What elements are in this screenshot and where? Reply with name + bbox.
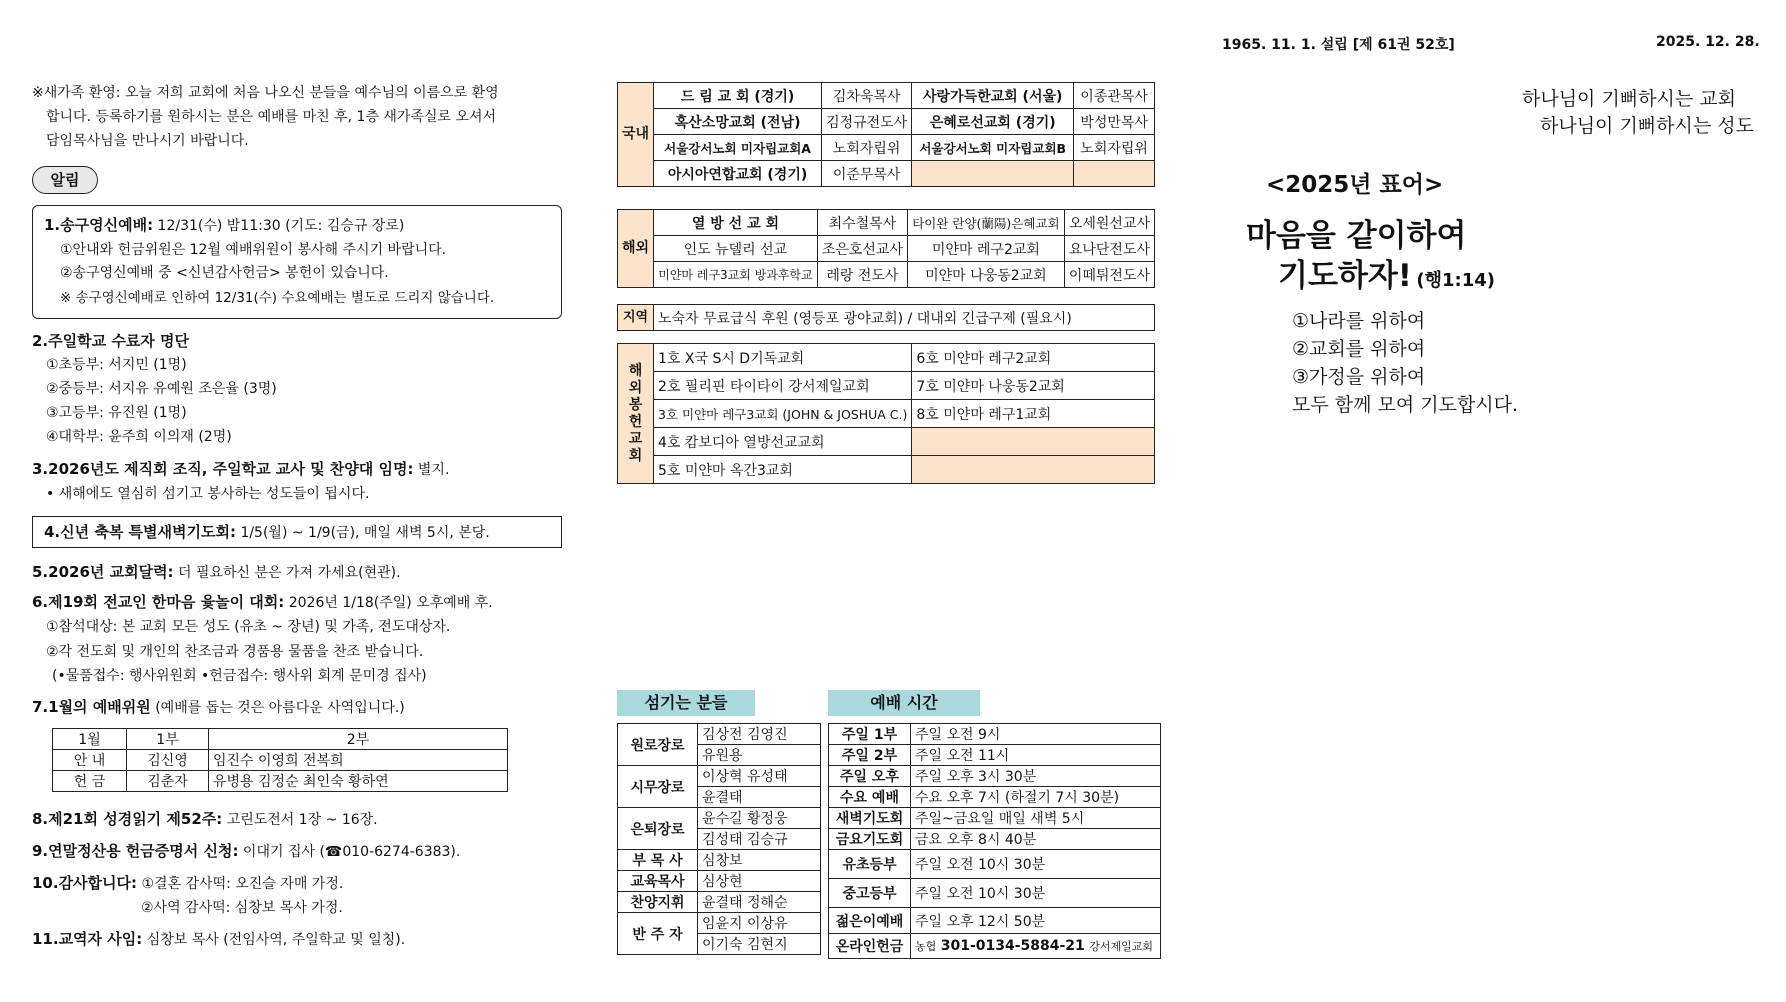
table-cell: 이떼튀전도사 xyxy=(1064,262,1154,288)
table-header: 2부 xyxy=(209,729,508,750)
role-cell: 원로장로 xyxy=(618,724,698,766)
notice-9 xyxy=(32,842,460,861)
table-cell: 임진수 이영희 전복희 xyxy=(209,750,508,771)
support-churches-table xyxy=(617,343,1155,484)
table-row xyxy=(618,109,1155,135)
table-cell: 김신영 xyxy=(127,750,209,771)
motto-reference: (행1:14) xyxy=(1416,270,1495,291)
table-row xyxy=(618,766,821,787)
service-name: 주일 오후 xyxy=(829,766,911,787)
support-label: 해외봉헌교회 xyxy=(618,344,654,484)
service-name: 수요 예배 xyxy=(829,787,911,808)
region-missions-table xyxy=(617,304,1155,331)
notice-7-heading: 7.1월의 예배위원 xyxy=(32,698,151,716)
name-cell: 이상혁 유성태 xyxy=(698,766,821,787)
online-label: 온라인헌금 xyxy=(829,934,911,959)
table-cell: 아시아연합교회 (경기) xyxy=(654,161,822,187)
table-cell: 이종관목사 xyxy=(1074,83,1155,109)
slogan-member: 하나님이 기뻐하시는 성도 xyxy=(1540,115,1754,137)
welcome-line: ※새가족 환영: 오늘 저희 교회에 처음 나오신 분들을 예수님의 이름으로 환영 xyxy=(32,85,499,101)
table-row xyxy=(618,236,1155,262)
overseas-missions-table xyxy=(617,209,1155,288)
table-cell: 헌 금 xyxy=(53,771,127,792)
welcome-line: 합니다. 등록하기를 원하시는 분은 예배를 마친 후, 1층 새가족실로 오셔서 xyxy=(46,109,497,125)
notice-7-detail: (예배를 돕는 것은 아름다운 사역입니다.) xyxy=(155,700,405,716)
table-header: 1월 xyxy=(53,729,127,750)
worship-volunteers-table xyxy=(52,728,508,792)
issue-date: 2025. 12. 28. xyxy=(1656,34,1760,50)
table-row xyxy=(829,724,1161,745)
name-cell: 임윤지 이상유 xyxy=(698,913,821,934)
notice-4-heading: 4.신년 축복 특별새벽기도회: xyxy=(44,523,236,541)
service-time: 주일 오전 11시 xyxy=(911,745,1161,766)
servants-title: 섬기는 분들 xyxy=(617,690,755,716)
table-row xyxy=(618,83,1155,109)
table-cell: 김정규전도사 xyxy=(822,109,912,135)
table-cell: 6호 미얀마 레구2교회 xyxy=(912,344,1155,372)
table-cell: 인도 뉴델리 선교 xyxy=(654,236,818,262)
online-account: 301-0134-5884-21 xyxy=(940,938,1085,954)
table-row xyxy=(618,305,1155,331)
notice-7 xyxy=(32,698,405,717)
domestic-label: 국내 xyxy=(618,83,654,187)
table-cell: 요나단전도사 xyxy=(1064,236,1154,262)
table-header: 1부 xyxy=(127,729,209,750)
slogan-church: 하나님이 기뻐하시는 교회 xyxy=(1522,88,1736,110)
table-cell: 8호 미얀마 레구1교회 xyxy=(912,400,1155,428)
notice-2-sub: ③고등부: 유진원 (1명) xyxy=(46,405,187,421)
table-cell: 미얀마 레구3교회 방과후학교 xyxy=(654,262,818,288)
table-cell: 최수철목사 xyxy=(817,210,907,236)
table-cell: 2호 필리핀 타이타이 강서제일교회 xyxy=(654,372,912,400)
notice-6-heading: 6.제19회 전교인 한마음 윷놀이 대회: xyxy=(32,593,285,611)
notice-5 xyxy=(32,563,401,582)
motto-line-2 xyxy=(1278,250,1495,295)
notice-6 xyxy=(32,593,493,612)
role-cell: 반 주 자 xyxy=(618,913,698,955)
table-cell: 김차욱목사 xyxy=(822,83,912,109)
table-cell: 조은호선교사 xyxy=(817,236,907,262)
table-row xyxy=(618,400,1155,428)
table-cell: 노회자립위 xyxy=(822,135,912,161)
motto-title: <2025년 표어> xyxy=(1266,172,1444,198)
name-cell: 심창보 xyxy=(698,850,821,871)
notice-1-heading: 1.송구영신예배: xyxy=(44,216,154,234)
table-cell: 7호 미얀마 나웅동2교회 xyxy=(912,372,1155,400)
table-row xyxy=(829,808,1161,829)
worship-table xyxy=(828,723,1161,959)
table-cell: 안 내 xyxy=(53,750,127,771)
table-row xyxy=(829,745,1161,766)
notice-8-heading: 8.제21회 성경읽기 제52주: xyxy=(32,810,223,828)
table-cell xyxy=(912,161,1074,187)
table-cell: 이준무목사 xyxy=(822,161,912,187)
table-cell: 노회자립위 xyxy=(1074,135,1155,161)
table-cell: 미얀마 레구2교회 xyxy=(907,236,1064,262)
table-row xyxy=(53,750,508,771)
name-cell: 윤수길 황정웅 xyxy=(698,808,821,829)
notice-6-detail: 2026년 1/18(주일) 오후예배 후. xyxy=(288,595,493,611)
notice-6-sub: ①참석대상: 본 교회 모든 성도 (유초 ~ 장년) 및 가족, 전도대상자. xyxy=(46,619,451,635)
table-row xyxy=(829,766,1161,787)
domestic-missions-table xyxy=(617,82,1155,187)
online-bank: 농협 xyxy=(915,940,937,953)
notice-6-sub: ②각 전도회 및 개인의 찬조금과 경품용 물품을 찬조 받습니다. xyxy=(46,644,424,660)
notice-10-heading: 10.감사합니다: xyxy=(32,874,138,892)
notice-3-detail: 별지. xyxy=(417,462,450,478)
table-cell: 서울강서노회 미자립교회B xyxy=(912,135,1074,161)
table-cell: 서울강서노회 미자립교회A xyxy=(654,135,822,161)
role-cell: 부 목 사 xyxy=(618,850,698,871)
motto-line-2-text: 기도하자! xyxy=(1278,258,1412,294)
name-cell: 유원용 xyxy=(698,745,821,766)
service-time: 주일 오전 10시 30분 xyxy=(911,850,1161,879)
table-cell: 드 림 교 회 (경기) xyxy=(654,83,822,109)
table-cell: 박성만목사 xyxy=(1074,109,1155,135)
service-name: 젊은이예배 xyxy=(829,908,911,934)
role-cell: 교육목사 xyxy=(618,871,698,892)
service-time: 주일 오전 9시 xyxy=(911,724,1161,745)
table-cell: 유병용 김정순 최인숙 황하연 xyxy=(209,771,508,792)
service-time: 주일~금요일 매일 새벽 5시 xyxy=(911,808,1161,829)
name-cell: 윤결태 xyxy=(698,787,821,808)
notice-9-detail: 이대기 집사 (☎010-6274-6383). xyxy=(242,844,461,860)
notice-1-title xyxy=(44,216,404,235)
notice-2-heading: 2.주일학교 수료자 명단 xyxy=(32,332,189,350)
notice-11 xyxy=(32,930,405,949)
established-info: 1965. 11. 1. 설립 [제 61권 52호] xyxy=(1222,37,1455,53)
notice-11-heading: 11.교역자 사임: xyxy=(32,930,143,948)
table-row xyxy=(618,428,1155,456)
table-row xyxy=(618,871,821,892)
table-cell: 4호 캄보디아 열방선교교회 xyxy=(654,428,912,456)
table-row xyxy=(53,771,508,792)
servants-table xyxy=(617,723,821,955)
notice-10 xyxy=(32,874,343,893)
table-cell: 오세원선교사 xyxy=(1064,210,1154,236)
table-cell: 5호 미얀마 옥간3교회 xyxy=(654,456,912,484)
table-cell: 은혜로선교회 (경기) xyxy=(912,109,1074,135)
notice-9-heading: 9.연말정산용 헌금증명서 신청: xyxy=(32,842,239,860)
service-time: 수요 오후 7시 (하절기 7시 30분) xyxy=(911,787,1161,808)
name-cell: 윤결태 정해순 xyxy=(698,892,821,913)
notice-5-heading: 5.2026년 교회달력: xyxy=(32,563,174,581)
table-row xyxy=(618,808,821,829)
service-name: 주일 1부 xyxy=(829,724,911,745)
service-time: 금요 오후 8시 40분 xyxy=(911,829,1161,850)
table-row xyxy=(829,879,1161,908)
notice-1-detail: 12/31(수) 밤11:30 (기도: 김승규 장로) xyxy=(157,218,405,234)
region-text: 노숙자 무료급식 후원 (영등포 광야교회) / 대내외 긴급구제 (필요시) xyxy=(654,305,1155,331)
service-time: 주일 오후 3시 30분 xyxy=(911,766,1161,787)
table-row xyxy=(618,161,1155,187)
table-row xyxy=(618,456,1155,484)
online-name: 강서제일교회 xyxy=(1089,940,1154,953)
table-cell: 레랑 전도사 xyxy=(817,262,907,288)
notice-3 xyxy=(32,460,449,479)
table-cell: 3호 미얀마 레구3교회 (JOHN & JOSHUA C.) xyxy=(654,400,912,428)
table-row xyxy=(618,724,821,745)
motto-line-1: 마음을 같이하여 xyxy=(1246,218,1467,254)
notice-10-detail: ①결혼 감사떡: 오진슬 자매 가정. xyxy=(141,876,344,892)
prayer-item: ③가정을 위하여 xyxy=(1292,366,1426,388)
table-cell xyxy=(912,456,1155,484)
name-cell: 김성태 김승규 xyxy=(698,829,821,850)
notice-2-sub: ①초등부: 서지민 (1명) xyxy=(46,357,187,373)
table-cell: 타이완 란양(蘭陽)은혜교회 xyxy=(907,210,1064,236)
name-cell: 이기숙 김현지 xyxy=(698,934,821,955)
role-cell: 시무장로 xyxy=(618,766,698,808)
table-row xyxy=(618,850,821,871)
table-cell: 1호 X국 S시 D기독교회 xyxy=(654,344,912,372)
overseas-label: 해외 xyxy=(618,210,654,288)
table-cell: 혹산소망교회 (전남) xyxy=(654,109,822,135)
service-name: 유초등부 xyxy=(829,850,911,879)
table-row xyxy=(829,787,1161,808)
service-name: 새벽기도회 xyxy=(829,808,911,829)
role-cell: 은퇴장로 xyxy=(618,808,698,850)
role-cell: 찬양지휘 xyxy=(618,892,698,913)
table-cell: 미얀마 나웅동2교회 xyxy=(907,262,1064,288)
notice-1-sub: ※ 송구영신예배로 인하여 12/31(수) 수요예배는 별도로 드리지 않습니다. xyxy=(60,290,495,306)
prayer-item: ②교회를 위하여 xyxy=(1292,338,1426,360)
table-row xyxy=(618,210,1155,236)
table-cell: 사랑가득한교회 (서울) xyxy=(912,83,1074,109)
notice-3-heading: 3.2026년도 제직회 조직, 주일학교 교사 및 찬양대 임명: xyxy=(32,460,414,478)
table-row xyxy=(829,908,1161,934)
service-name: 중고등부 xyxy=(829,879,911,908)
notice-label: 알림 xyxy=(32,166,98,194)
table-cell: 김춘자 xyxy=(127,771,209,792)
table-cell xyxy=(912,428,1155,456)
service-name: 주일 2부 xyxy=(829,745,911,766)
notice-2-sub: ④대학부: 윤주희 이의재 (2명) xyxy=(46,429,232,445)
table-row xyxy=(618,262,1155,288)
table-row xyxy=(618,913,821,934)
notice-11-detail: 심창보 목사 (전임사역, 주일학교 및 일칭). xyxy=(146,932,406,948)
notice-5-detail: 더 필요하신 분은 가져 가세요(현관). xyxy=(178,565,401,581)
table-row xyxy=(618,344,1155,372)
name-cell: 심상현 xyxy=(698,871,821,892)
notice-1-sub: ①안내와 헌금위원은 12월 예배위원이 봉사해 주시기 바랍니다. xyxy=(60,242,447,258)
online-account-cell xyxy=(911,934,1161,959)
notice-3-sub: • 새해에도 열심히 섬기고 봉사하는 성도들이 됩시다. xyxy=(46,486,370,502)
prayer-item: ①나라를 위하여 xyxy=(1292,310,1426,332)
table-row xyxy=(618,372,1155,400)
table-cell xyxy=(1074,161,1155,187)
table-row xyxy=(618,892,821,913)
notice-2-sub: ②중등부: 서지유 유예원 조은율 (3명) xyxy=(46,381,277,397)
notice-8-detail: 고린도전서 1장 ~ 16장. xyxy=(226,812,378,828)
prayer-item: 모두 함께 모여 기도합시다. xyxy=(1292,394,1519,416)
service-time: 주일 오전 10시 30분 xyxy=(911,879,1161,908)
table-cell: 열 방 선 교 회 xyxy=(654,210,818,236)
notice-8 xyxy=(32,810,378,829)
service-name: 금요기도회 xyxy=(829,829,911,850)
notice-1-sub: ②송구영신예배 중 <신년감사헌금> 봉헌이 있습니다. xyxy=(60,265,389,281)
name-cell: 김상전 김영진 xyxy=(698,724,821,745)
worship-title: 예배 시간 xyxy=(828,690,980,716)
table-row xyxy=(829,850,1161,879)
notice-10-detail2: ②사역 감사떡: 심창보 목사 가정. xyxy=(141,900,343,916)
table-row xyxy=(829,934,1161,959)
notice-4 xyxy=(44,523,490,542)
welcome-line: 담임목사님을 만나시기 바랍니다. xyxy=(46,133,249,149)
notice-6-sub: (•물품접수: 행사위원회 •헌금접수: 행사위 회계 문미경 집사) xyxy=(52,668,427,684)
region-label: 지역 xyxy=(618,305,654,331)
service-time: 주일 오후 12시 50분 xyxy=(911,908,1161,934)
notice-4-detail: 1/5(월) ~ 1/9(금), 매일 새벽 5시, 본당. xyxy=(240,525,490,541)
table-row xyxy=(618,135,1155,161)
table-row xyxy=(829,829,1161,850)
